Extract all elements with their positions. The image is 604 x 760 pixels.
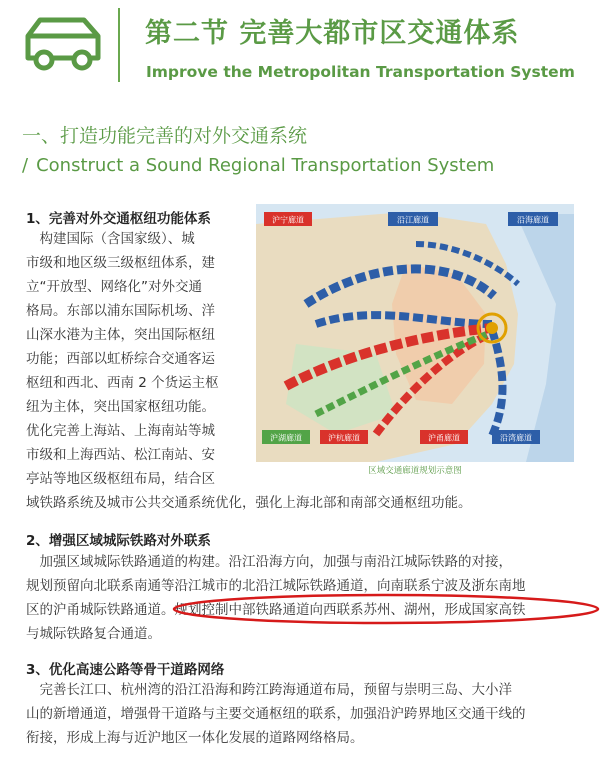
section-title: 一、打造功能完善的对外交通系统: [22, 125, 308, 147]
text-line: 市级和上海西站、松江南站、安: [26, 447, 215, 463]
page-title: 第二节 完善大都市区交通体系: [145, 18, 520, 49]
red-circle-annotation: [170, 592, 602, 626]
map-label-hu-hang: 沪杭廊道: [328, 433, 360, 443]
text-line: 山深水港为主体，突出国际枢纽: [26, 327, 215, 343]
text-line: 纽为主体，突出国家枢纽功能。: [26, 399, 215, 415]
subsection-heading-2: 2、增强区域城际铁路对外联系: [26, 533, 211, 549]
subsection-heading-3: 3、优化高速公路等骨干道路网络: [26, 662, 225, 678]
text-line: 功能；西部以虹桥综合交通客运: [26, 351, 215, 367]
text-line: 市级和地区级三级枢纽体系，建: [26, 255, 215, 271]
hub-center: [486, 322, 498, 334]
text-line: 域铁路系统及城市公共交通系统优化，强化上海北部和南部交通枢纽功能。: [26, 495, 472, 511]
header-divider: [118, 8, 120, 82]
text-line: 枢纽和西北、西南 2 个货运主枢: [26, 375, 219, 391]
map-label-yanhai: 沿海廊道: [517, 215, 549, 225]
text-line: 规划预留向北联系南通等沿江城市的北沿江城际铁路通道，向南联系宁波及浙东南地: [26, 578, 526, 594]
text-line: 构建国际（含国家级）、城: [26, 231, 195, 247]
car-icon: [22, 14, 104, 74]
section-title-english: [22, 155, 494, 176]
subsection-body-1: [26, 227, 219, 491]
section-title-english-text: Construct a Sound Regional Transportation System: [36, 155, 495, 176]
text-line: 优化完善上海站、上海南站等城: [26, 423, 215, 439]
map-label-yanwan: 沿湾廊道: [500, 433, 532, 443]
regional-corridor-map: [256, 204, 574, 462]
map-label-yanjiang: 沿江廊道: [397, 215, 429, 225]
text-line: 山的新增通道，增强骨干道路与主要交通枢纽的联系，加强沿沪跨界地区交通干线的: [26, 706, 526, 722]
subsection-body-1-tail: [26, 491, 472, 515]
text-line: 格局。东部以浦东国际机场、洋: [26, 303, 215, 319]
text-line: 立“开放型、网络化”对外交通: [26, 279, 202, 295]
text-line: 衔接，形成上海与近沪地区一体化发展的道路网络格局。: [26, 730, 364, 746]
text-line: 与城际铁路复合通道。: [26, 626, 161, 642]
text-line: 亭站等地区级枢纽布局，结合区: [26, 471, 215, 487]
text-line: 区的沪甬城际铁路通道。规划控制中部铁路通道向西联系苏州、湖州，形成国家高铁: [26, 602, 526, 618]
map-caption: 区域交通廊道规划示意图: [368, 466, 462, 476]
map-label-hu-yong: 沪甬廊道: [428, 433, 460, 443]
subsection-heading-1: 1、完善对外交通枢纽功能体系: [26, 211, 211, 227]
page-title-english: Improve the Metropolitan Transportation System: [146, 63, 575, 81]
subsection-body-3: [26, 678, 526, 750]
text-line: 加强区域城际铁路通道的构建。沿江沿海方向，加强与南沿江城际铁路的对接，: [26, 554, 512, 570]
text-line: 完善长江口、杭州湾的沿江沿海和跨江跨海通道布局，预留与崇明三岛、大小洋: [26, 682, 512, 698]
map-label-hu-hu: 沪湖廊道: [270, 433, 302, 443]
section-slash: /: [22, 155, 29, 176]
map-label-hu-ning: 沪宁廊道: [272, 215, 304, 225]
